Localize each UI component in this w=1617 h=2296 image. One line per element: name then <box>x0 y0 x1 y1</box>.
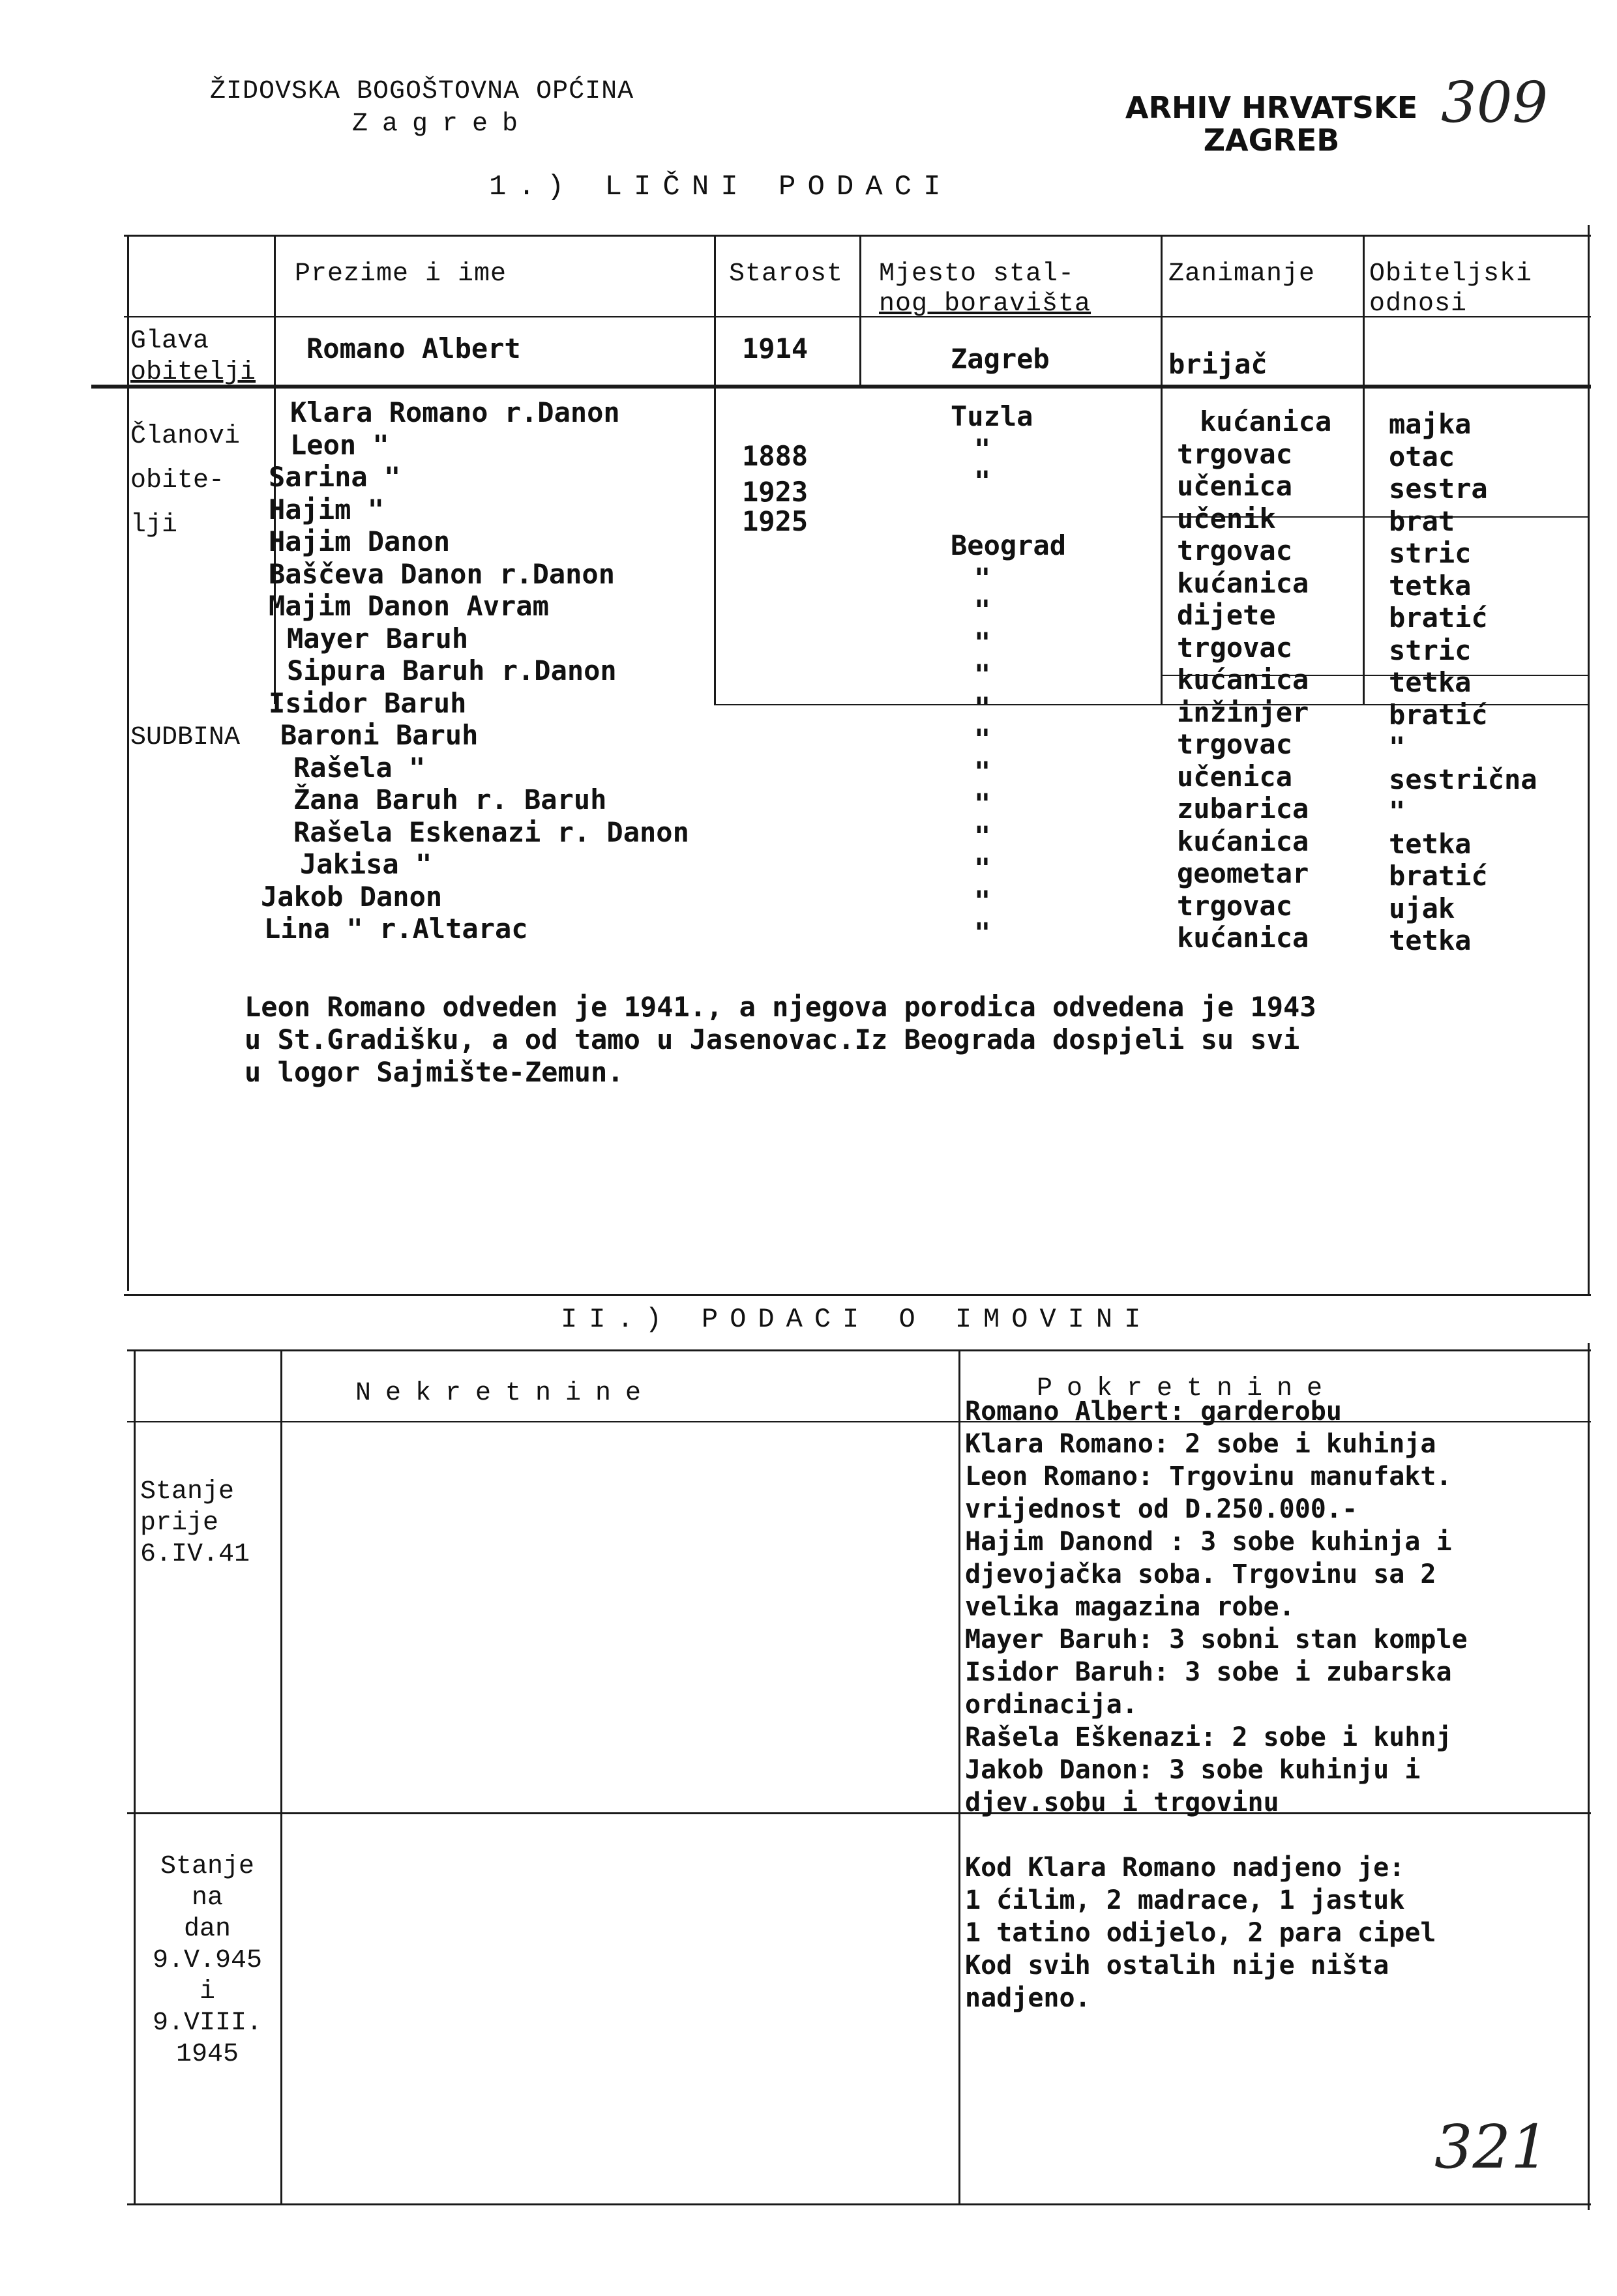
movables-line: Romano Albert: garderobu <box>965 1396 1342 1426</box>
members-label-line3: lji <box>130 510 178 540</box>
archive-stamp-line2: ZAGREB <box>1203 123 1340 158</box>
fate-line2: u St.Gradišku, a od tamo u Jasenovac.Iz Beograda dospjeli su svi <box>245 1023 1300 1055</box>
members-label-line2: obite- <box>130 466 225 495</box>
member-occupation: trgovac <box>1177 728 1293 760</box>
member-occupation: inžinjer <box>1177 696 1309 728</box>
movables-line: ordinacija. <box>965 1690 1138 1720</box>
movables-line: Klara Romano: 2 sobe i kuhinja <box>965 1429 1436 1459</box>
member-place: " <box>974 432 991 465</box>
member-name: Hajim " <box>269 493 385 525</box>
head-place: Zagreb <box>951 343 1050 375</box>
member-name: Leon " <box>290 428 389 461</box>
member-name: Isidor Baruh <box>269 686 467 719</box>
member-name: Baroni Baruh <box>280 719 479 751</box>
member-relation: tetka <box>1389 569 1472 602</box>
movables-found-line: nadjeno. <box>965 1983 1091 2013</box>
member-relation: otac <box>1389 440 1455 473</box>
member-place: Tuzla <box>951 400 1033 432</box>
member-name: Žana Baruh r. Baruh <box>293 784 607 816</box>
member-relation: tetka <box>1389 827 1472 860</box>
member-relation: stric <box>1389 537 1472 569</box>
fate-line1: Leon Romano odveden je 1941., a njegova porodica odvedena je 1943 <box>245 991 1316 1023</box>
member-place: " <box>974 658 991 690</box>
column-header-real-estate: Nekretnine <box>355 1379 656 1408</box>
member-relation: tetka <box>1389 924 1472 956</box>
member-name: Baščeva Danon r.Danon <box>269 557 616 590</box>
movables-found-line: 1 tatino odijelo, 2 para cipel <box>965 1918 1436 1948</box>
member-place: " <box>974 787 991 819</box>
before-war-movables <box>965 1395 1468 1819</box>
column-header-relation <box>1369 259 1532 319</box>
member-place: " <box>974 723 991 755</box>
member-place: " <box>974 561 991 594</box>
after-war-label-line3: dan <box>183 1915 231 1944</box>
member-name: Rašela Eskenazi r. Danon <box>293 816 689 848</box>
member-relation: stric <box>1389 634 1472 666</box>
member-age: 1888 <box>742 440 808 472</box>
member-relation: majka <box>1389 408 1472 440</box>
movables-found-line: Kod Klara Romano nadjeno je: <box>965 1853 1405 1883</box>
members-label <box>130 417 240 545</box>
member-occupation: dijete <box>1177 599 1276 631</box>
movables-line: velika magazina robe. <box>965 1592 1295 1622</box>
member-occupation: trgovac <box>1177 889 1293 922</box>
member-occupation: trgovac <box>1177 535 1293 567</box>
member-place: " <box>974 594 991 626</box>
movables-line: vrijednost od D.250.000.- <box>965 1494 1358 1524</box>
member-relation: " <box>1389 731 1406 763</box>
section2-title: II.) PODACI O IMOVINI <box>561 1304 1153 1335</box>
movables-line: Isidor Baruh: 3 sobe i zubarska <box>965 1657 1452 1687</box>
member-occupation: kućanica <box>1177 664 1309 696</box>
member-occupation: kućanica <box>1200 405 1332 437</box>
member-place: " <box>974 465 991 497</box>
member-relation: ujak <box>1389 892 1455 924</box>
member-name: Sarina " <box>269 461 401 493</box>
member-relation: bratić <box>1389 602 1488 634</box>
head-age: 1914 <box>742 332 808 364</box>
member-occupation: učenica <box>1177 760 1293 793</box>
column-header-occupation: Zanimanje <box>1168 259 1316 289</box>
column-header-name: Prezime i ime <box>295 259 507 289</box>
member-name: Hajim Danon <box>269 525 451 557</box>
movables-line: Rašela Eškenazi: 2 sobe i kuhnj <box>965 1722 1452 1752</box>
member-place: " <box>974 917 991 949</box>
after-war-movables <box>965 1851 1436 2014</box>
before-war-label-line1: Stanje <box>140 1477 235 1507</box>
fate-line3: u logor Sajmište-Zemun. <box>245 1056 624 1088</box>
section1-title: 1.) LIČNI PODACI <box>489 171 953 203</box>
member-name: Sipura Baruh r.Danon <box>287 655 617 686</box>
fate-text <box>245 991 1316 1089</box>
movables-found-line: Kod svih ostalih nije ništa <box>965 1950 1389 1980</box>
member-place: " <box>974 690 991 723</box>
page-number: 321 <box>1434 2112 1549 2182</box>
movables-line: Leon Romano: Trgovinu manufakt. <box>965 1462 1452 1492</box>
archive-number: 309 <box>1441 70 1549 136</box>
member-place: " <box>974 755 991 787</box>
archive-stamp-line1: ARHIV HRVATSKE <box>1125 90 1418 125</box>
after-war-label-line4: 9.V.945 <box>152 1946 263 1975</box>
member-name: Klara Romano r.Danon <box>290 396 620 428</box>
column-header-residence-line1: Mjesto stal- <box>879 259 1075 289</box>
column-header-relation-line2: odnosi <box>1369 289 1468 319</box>
after-war-label-line2: na <box>191 1883 223 1913</box>
member-relation: tetka <box>1389 666 1472 698</box>
member-occupation: učenik <box>1177 502 1276 535</box>
archive-stamp <box>1121 91 1421 156</box>
column-header-age: Starost <box>729 259 844 289</box>
movables-line: Mayer Baruh: 3 sobni stan komple <box>965 1625 1468 1655</box>
member-name: Majim Danon Avram <box>269 590 549 622</box>
after-war-label-line7: 1945 <box>175 2040 239 2069</box>
movables-line: djev.sobu i trgovinu <box>965 1788 1279 1818</box>
column-header-residence <box>879 259 1091 319</box>
column-header-movables: Pokretnine <box>1037 1374 1337 1404</box>
after-war-label-line6: 9.VIII. <box>152 2009 263 2038</box>
member-age: 1923 <box>742 476 808 508</box>
member-occupation: zubarica <box>1177 793 1309 825</box>
member-occupation: trgovac <box>1177 437 1293 470</box>
member-place: Beograd <box>951 529 1067 561</box>
organization-name: ŽIDOVSKA BOGOŠTOVNA OPĆINA <box>210 77 634 106</box>
movables-line: Jakob Danon: 3 sobe kuhinju i <box>965 1755 1421 1785</box>
before-war-label <box>140 1477 250 1570</box>
column-header-relation-line1: Obiteljski <box>1369 259 1533 289</box>
member-name: Lina " r.Altarac <box>264 913 528 945</box>
member-age: 1925 <box>742 505 808 537</box>
members-label-line1: Članovi <box>130 422 241 451</box>
head-name: Romano Albert <box>306 332 521 364</box>
member-relation: " <box>1389 795 1406 827</box>
after-war-label-line1: Stanje <box>160 1852 255 1881</box>
head-of-family-label-line1: Glava <box>130 327 209 356</box>
head-of-family-label <box>130 326 256 389</box>
member-name: Mayer Baruh <box>287 622 469 655</box>
member-occupation: trgovac <box>1177 631 1293 664</box>
movables-found-line: 1 ćilim, 2 madrace, 1 jastuk <box>965 1885 1405 1915</box>
head-of-family-label-line2: obitelji <box>130 358 256 387</box>
member-place: " <box>974 852 991 884</box>
member-place: " <box>974 819 991 852</box>
member-occupation: geometar <box>1177 857 1309 889</box>
member-name: Jakisa " <box>300 848 432 880</box>
member-name: Rašela " <box>293 751 426 784</box>
member-relation: bratić <box>1389 698 1488 731</box>
before-war-label-line2: prije <box>140 1509 219 1538</box>
member-occupation: kućanica <box>1177 922 1309 954</box>
movables-line: djevojačka soba. Trgovinu sa 2 <box>965 1559 1436 1589</box>
after-war-label-line5: i <box>199 1977 215 2007</box>
head-occupation: brijač <box>1168 348 1268 380</box>
organization-city: Zagreb <box>352 110 533 139</box>
member-occupation: kućanica <box>1177 825 1309 857</box>
member-occupation: kućanica <box>1177 567 1309 599</box>
column-header-residence-line2: nog boravišta <box>879 289 1091 319</box>
movables-line: Hajim Danond : 3 sobe kuhinja i <box>965 1527 1452 1557</box>
member-occupation: učenica <box>1177 470 1293 502</box>
member-relation: sestra <box>1389 473 1488 505</box>
member-name: Jakob Danon <box>261 880 443 913</box>
after-war-label <box>142 1851 273 2070</box>
member-place: " <box>974 626 991 658</box>
fate-label: SUDBINA <box>130 723 241 752</box>
member-place: " <box>974 884 991 917</box>
member-relation: brat <box>1389 505 1455 537</box>
member-relation: bratić <box>1389 860 1488 892</box>
member-relation: sestrična <box>1389 763 1537 795</box>
before-war-label-line3: 6.IV.41 <box>140 1540 250 1569</box>
